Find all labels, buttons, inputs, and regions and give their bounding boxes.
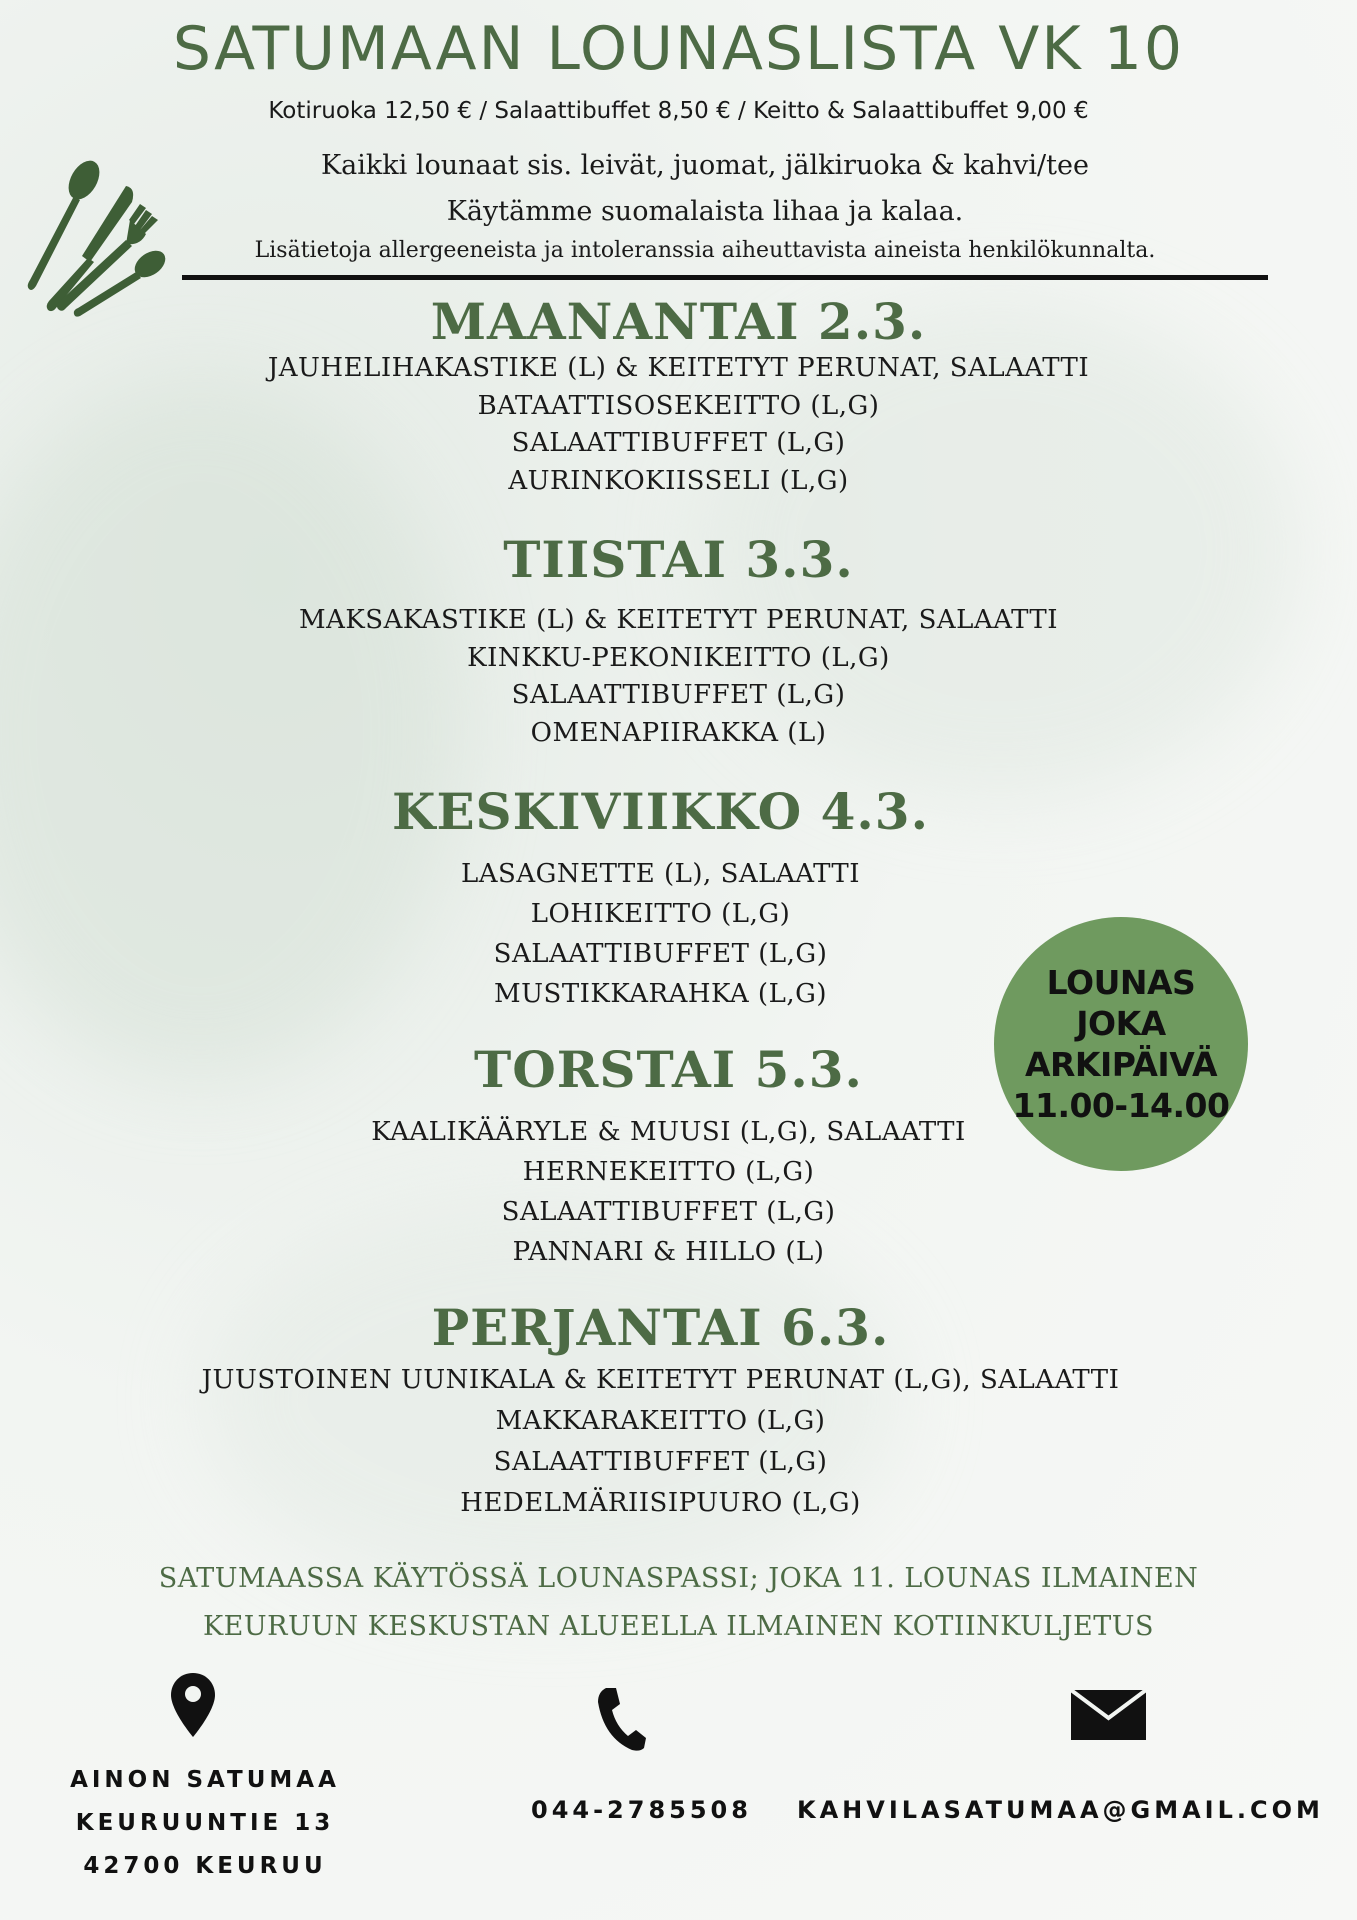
divider <box>182 275 1268 280</box>
dish-item: HERNEKEITTO (L,G) <box>522 1157 815 1187</box>
page-title: SATUMAAN LOUNASLISTA VK 10 <box>172 14 1185 84</box>
dish-item: MUSTIKKARAHKA (L,G) <box>493 979 828 1009</box>
phone-number[interactable]: 044-2785508 <box>531 1796 752 1824</box>
day-title: MAANANTAI 2.3. <box>430 292 927 351</box>
dish-item: SALAATTIBUFFET (L,G) <box>511 428 846 458</box>
address-line: 42700 KEURUU <box>83 1853 327 1879</box>
address-line: KEURUUNTIE 13 <box>75 1810 335 1836</box>
promo-line: KEURUUN KESKUSTAN ALUEELLA ILMAINEN KOTIINKULJETUS <box>202 1611 1154 1642</box>
envelope-icon <box>1071 1690 1146 1740</box>
dish-item: HEDELMÄRIISIPUURO (L,G) <box>460 1488 861 1518</box>
dish-item: JUUSTOINEN UUNIKALA & KEITETYT PERUNAT (L,G), SALAATTI <box>201 1365 1120 1395</box>
phone-icon <box>596 1686 648 1752</box>
info-line: Kaikki lounaat sis. leivät, juomat, jälkiruoka & kahvi/tee <box>321 150 1089 181</box>
badge-line: JOKA <box>1076 1004 1166 1043</box>
lunch-hours-badge <box>994 917 1248 1171</box>
day-section-tuesday <box>0 530 1357 752</box>
dish-item: OMENAPIIRAKKA (L) <box>530 717 827 748</box>
day-title: TIISTAI 3.3. <box>503 530 854 589</box>
badge-line: LOUNAS <box>1046 963 1196 1002</box>
dish-item: KINKKU-PEKONIKEITTO (L,G) <box>467 642 890 673</box>
dish-item: KAALIKÄÄRYLE & MUUSI (L,G), SALAATTI <box>371 1117 966 1147</box>
dish-item: AURINKOKIISSELI (L,G) <box>508 465 849 496</box>
dish-item: MAKSAKASTIKE (L) & KEITETYT PERUNAT, SALAATTI <box>298 605 1059 635</box>
dish-item: PANNARI & HILLO (L) <box>512 1237 825 1267</box>
email-address[interactable]: KAHVILASATUMAA@GMAIL.COM <box>797 1796 1324 1824</box>
day-section-monday <box>0 292 1357 500</box>
info-line: Lisätietoja allergeeneista ja intoleranssia aiheuttavista aineista henkilökunnalta. <box>254 238 1156 263</box>
badge-line: 11.00-14.00 <box>1012 1086 1230 1125</box>
dish-item: SALAATTIBUFFET (L,G) <box>501 1197 836 1227</box>
dish-item: SALAATTIBUFFET (L,G) <box>493 939 828 969</box>
day-title: KESKIVIIKKO 4.3. <box>391 782 930 841</box>
promo-line: SATUMAASSA KÄYTÖSSÄ LOUNASPASSI; JOKA 11. LOUNAS ILMAINEN <box>158 1563 1199 1594</box>
dish-item: JAUHELIHAKASTIKE (L) & KEITETYT PERUNAT, SALAATTI <box>267 353 1090 383</box>
map-pin-icon <box>168 1671 218 1739</box>
dish-item: SALAATTIBUFFET (L,G) <box>493 1447 828 1477</box>
day-title: TORSTAI 5.3. <box>474 1040 863 1099</box>
info-line: Käytämme suomalaista lihaa ja kalaa. <box>446 196 964 227</box>
day-title: PERJANTAI 6.3. <box>431 1298 890 1357</box>
dish-item: LOHIKEITTO (L,G) <box>530 899 791 929</box>
dish-item: BATAATTISOSEKEITTO (L,G) <box>477 390 880 421</box>
badge-line: ARKIPÄIVÄ <box>1024 1045 1218 1084</box>
address-line: AINON SATUMAA <box>70 1767 340 1793</box>
dish-item: MAKKARAKEITTO (L,G) <box>495 1406 826 1436</box>
price-list: Kotiruoka 12,50 € / Salaattibuffet 8,50 € / Keitto & Salaattibuffet 9,00 € <box>268 98 1089 124</box>
dish-item: LASAGNETTE (L), SALAATTI <box>460 859 861 889</box>
day-section-friday <box>0 1298 1339 1524</box>
dish-item: SALAATTIBUFFET (L,G) <box>511 680 846 710</box>
